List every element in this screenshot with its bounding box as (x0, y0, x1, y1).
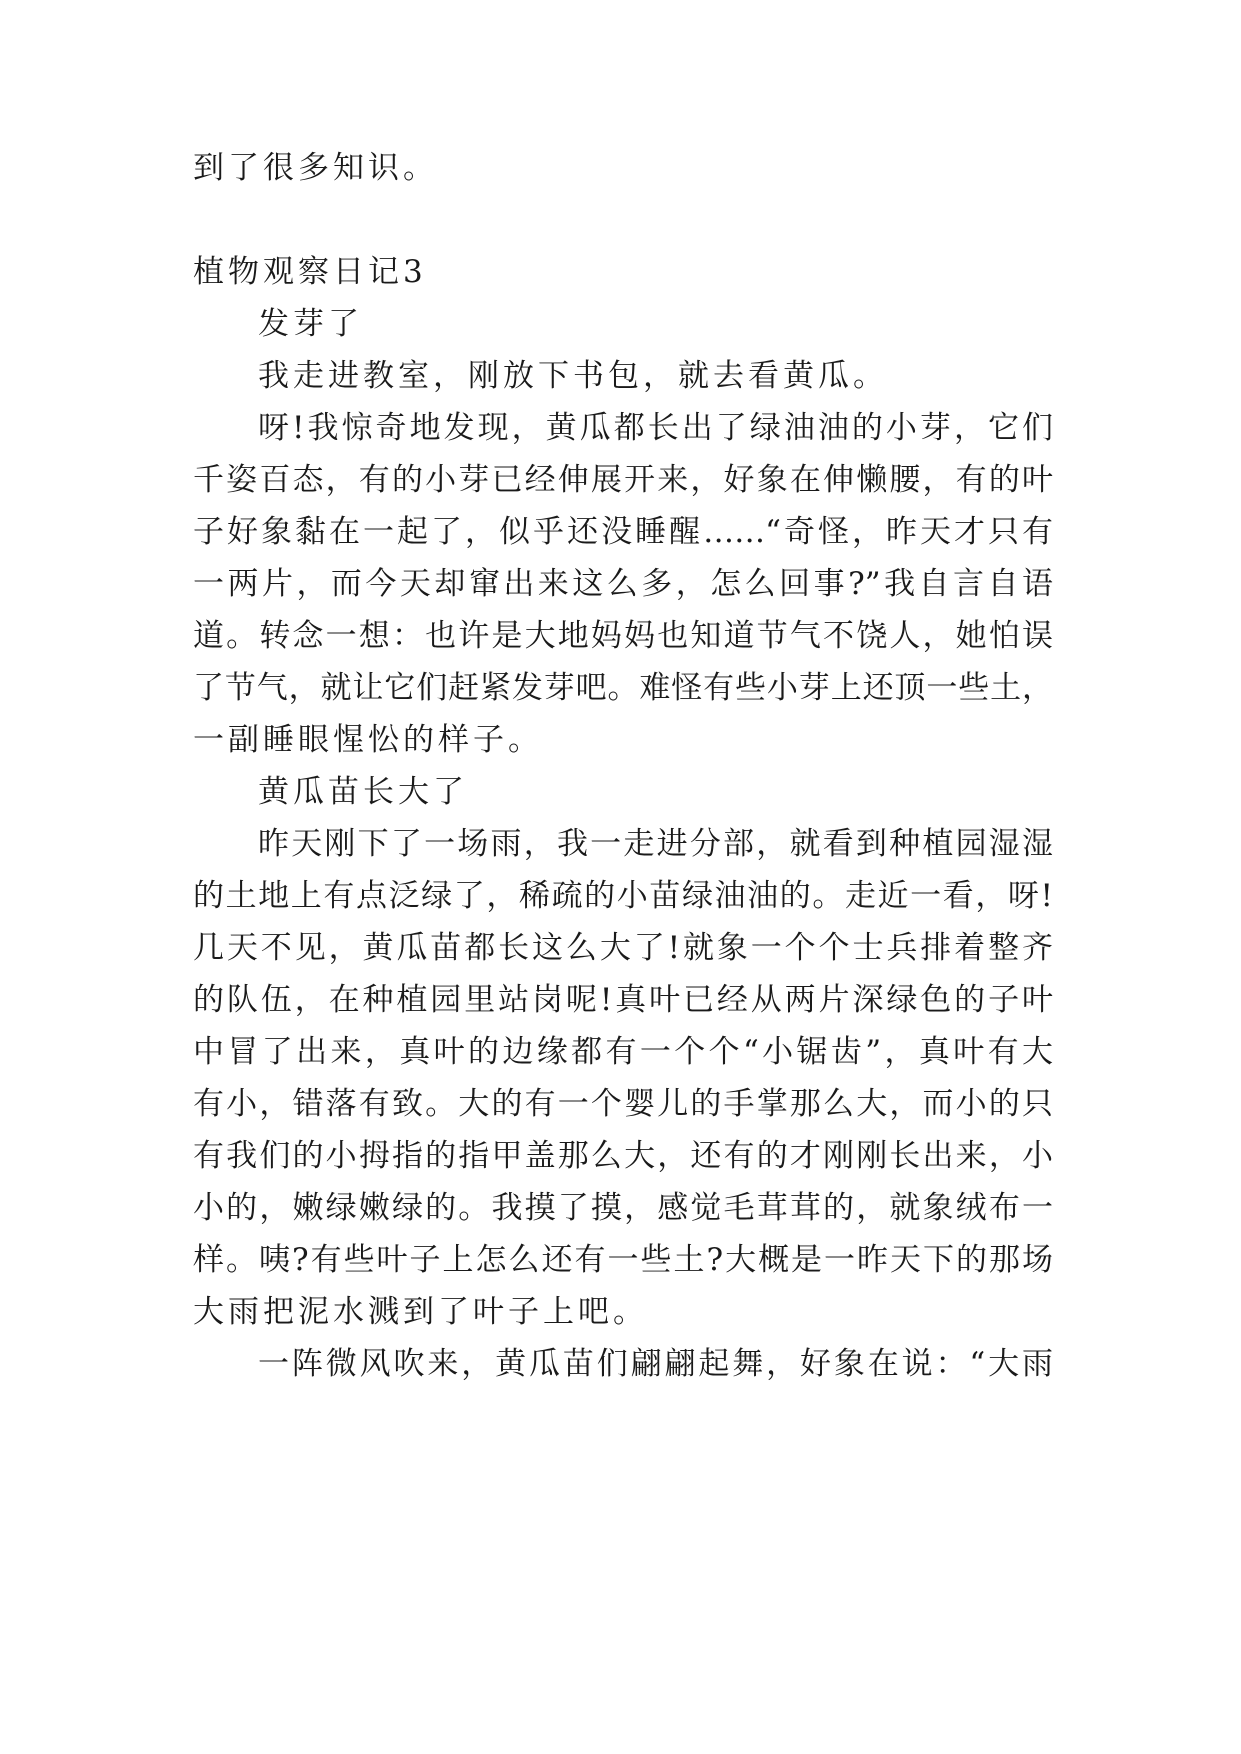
text-line: 一副睡眼惺忪的样子。 (193, 722, 543, 758)
text-line: 昨天刚下了一场雨，我一走进分部，就看到种植园湿湿 (258, 826, 1053, 862)
text-line: 到了很多知识。 (193, 150, 438, 186)
text-line: 有我们的小拇指的指甲盖那么大，还有的才刚刚长出来，小 (193, 1138, 1053, 1174)
text-line: 有小，错落有致。大的有一个婴儿的手掌那么大，而小的只 (193, 1086, 1053, 1122)
text-line: 子好象黏在一起了，似乎还没睡醒……“奇怪，昨天才只有 (193, 514, 1053, 550)
subheading: 发芽了 (258, 306, 363, 342)
text-line: 我走进教室，刚放下书包，就去看黄瓜。 (258, 358, 888, 394)
text-line: 一两片，而今天却窜出来这么多，怎么回事?”我自言自语 (193, 566, 1053, 602)
text-line: 道。转念一想：也许是大地妈妈也知道节气不饶人，她怕误 (193, 618, 1053, 654)
text-line: 一阵微风吹来，黄瓜苗们翩翩起舞，好象在说：“大雨 (258, 1346, 1053, 1382)
text-line: 的土地上有点泛绿了，稀疏的小苗绿油油的。走近一看，呀! (193, 878, 1053, 914)
text-line: 几天不见，黄瓜苗都长这么大了!就象一个个士兵排着整齐 (193, 930, 1053, 966)
text-line: 样。咦?有些叶子上怎么还有一些土?大概是一昨天下的那场 (193, 1242, 1053, 1278)
subheading: 黄瓜苗长大了 (258, 774, 468, 810)
text-line: 了节气，就让它们赶紧发芽吧。难怪有些小芽上还顶一些土， (193, 670, 1053, 706)
text-line: 千姿百态，有的小芽已经伸展开来，好象在伸懒腰，有的叶 (193, 462, 1053, 498)
text-line: 大雨把泥水溅到了叶子上吧。 (193, 1294, 648, 1330)
text-line: 小的，嫩绿嫩绿的。我摸了摸，感觉毛茸茸的，就象绒布一 (193, 1190, 1053, 1226)
text-line: 中冒了出来，真叶的边缘都有一个个“小锯齿”，真叶有大 (193, 1034, 1053, 1070)
section-title: 植物观察日记3 (193, 254, 427, 290)
text-line: 的队伍，在种植园里站岗呢!真叶已经从两片深绿色的子叶 (193, 982, 1053, 1018)
text-line: 呀!我惊奇地发现，黄瓜都长出了绿油油的小芽，它们 (258, 410, 1053, 446)
